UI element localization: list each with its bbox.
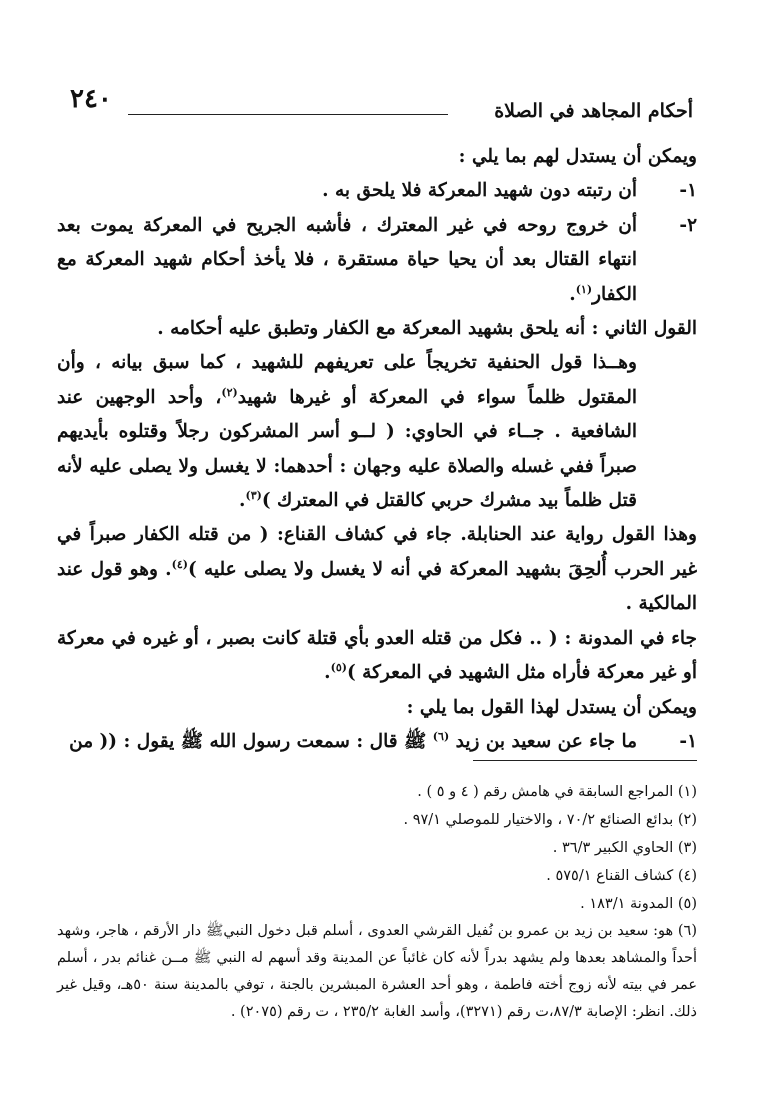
page-number: ٢٤٠ (70, 84, 112, 114)
footnote: (٥) المدونة ١٨٣/١ . (580, 896, 697, 912)
item-number: ١- (679, 730, 697, 752)
item-text: أن رتبته دون شهيد المعركة فلا يلحق به . (322, 180, 637, 202)
second-opinion: القول الثاني : أنه يلحق بشهيد المعركة مع الكفار وتطبق عليه أحكامه . (157, 318, 697, 340)
paragraph-hanbali (57, 518, 697, 621)
item-number: ١- (679, 180, 697, 202)
paragraph-text: وهــذا قول الحنفية تخريجاً على تعريفهم للشهيد ، كما سبق بيانه ، وأن المقتول ظلماً سواء في المعركة أو غيرها شهيد (57, 352, 638, 408)
item-text: ما جاء عن سعيد بن زيد (455, 730, 637, 752)
footnotes (57, 778, 697, 1026)
paragraph-end: . (324, 662, 331, 684)
intro-line: ويمكن أن يستدل لهم بما يلي : (458, 146, 697, 167)
footnote: (٦) هو: سعيد بن زيد بن عمرو بن نُفيل القرشي العدوى ، أسلم قبل دخول النبيﷺ دار الأرقم ، هاجر، وشهد أحداً والمشاهد بعدها ولم يشهد بدراً لأنه كان غائباً عن المدينة وقد أسهم له النبي ﷺ مــن غنائم بدر ، أسلم عمر في بيته لأنه زوج أخته فاطمة ، وهو أحد العشرة المبشرين بالجنة ، توفي بالمدينة سنة ٥٠هـ، وقيل غير ذلك. انظر: الإصابة ٨٧/٣،ت رقم (٣٢٧١)، وأسد الغابة ٢٣٥/٢ ، ت رقم (٢٠٧٥) . (57, 923, 697, 1020)
item-text-wrapper (57, 725, 637, 759)
footnote: (١) المراجع السابقة في هامش رقم ( ٤ و ٥ ) . (417, 784, 697, 800)
item-end: . (569, 283, 576, 305)
footnote: (٣) الحاوي الكبير ٣٦/٣ . (552, 840, 697, 856)
paragraph-mudawwana (57, 622, 697, 691)
item-number: ٢- (679, 214, 697, 236)
item-text: أن خروج روحه في غير المعترك ، فأشبه الجريح في المعركة يموت بعد انتهاء القتال بعد أن يحيا حياة مستقرة ، فلا يأخذ أحكام شهيد المعركة مع الكفار (57, 214, 637, 305)
paragraph-end: . (239, 490, 246, 512)
running-head: أحكام المجاهد في الصلاة (494, 100, 693, 122)
item-text: ﷺ قال : سمعت رسول الله ﷺ يقول : (( من (69, 730, 427, 752)
footnote-separator (473, 760, 697, 761)
main-text (57, 140, 697, 759)
intro-line-2: ويمكن أن يستدل لهذا القول بما يلي : (406, 696, 697, 718)
paragraph-text: ، وأحد الوجهين عند الشافعية . جــاء في الحاوي: ( لــو أسر المشركون رجلاً وقتلوه بأيديهم صبراً ففي غسله والصلاة عليه وجهان : أحدهما: لا يغسل ولا يصلى عليه لأنه قتل ظلماً بيد مشرك حربي كالقتل في المعترك ) (57, 386, 637, 512)
list-item (57, 725, 697, 759)
paragraph-hanafi (57, 346, 697, 518)
list-item (57, 209, 697, 312)
footnote: (٢) بدائع الصنائع ٧٠/٢ ، والاختيار للموصلي ٩٧/١ . (403, 812, 697, 828)
footnote: (٤) كشاف القناع ٥٧٥/١ . (546, 868, 697, 884)
list-item (57, 174, 697, 208)
footnote-ref: (٣) (245, 488, 262, 502)
footnote-ref: (٥) (330, 660, 347, 674)
paragraph-text: وهذا القول رواية عند الحنابلة. جاء في كشاف القناع: ( من قتله الكفار صبراً في غير الحرب أُلحِقَ بشهيد المعركة في أنه لا يغسل ولا يصلى عليه ) (57, 524, 698, 580)
footnote-ref: (٢) (221, 385, 238, 399)
paragraph-text: . وهو قول عند المالكية . (57, 558, 697, 615)
item-text-wrapper (57, 209, 637, 312)
header-rule (128, 114, 448, 115)
paragraph-text: جاء في المدونة : ( .. فكل من قتله العدو بأي قتلة كانت بصبر ، أو غيره في معركة أو غير معركة فأراه مثل الشهيد في المعركة ) (57, 627, 697, 684)
footnote-ref: (٦) (432, 729, 450, 743)
footnote-ref: (٤) (171, 557, 188, 571)
footnote-ref: (١) (575, 282, 593, 296)
